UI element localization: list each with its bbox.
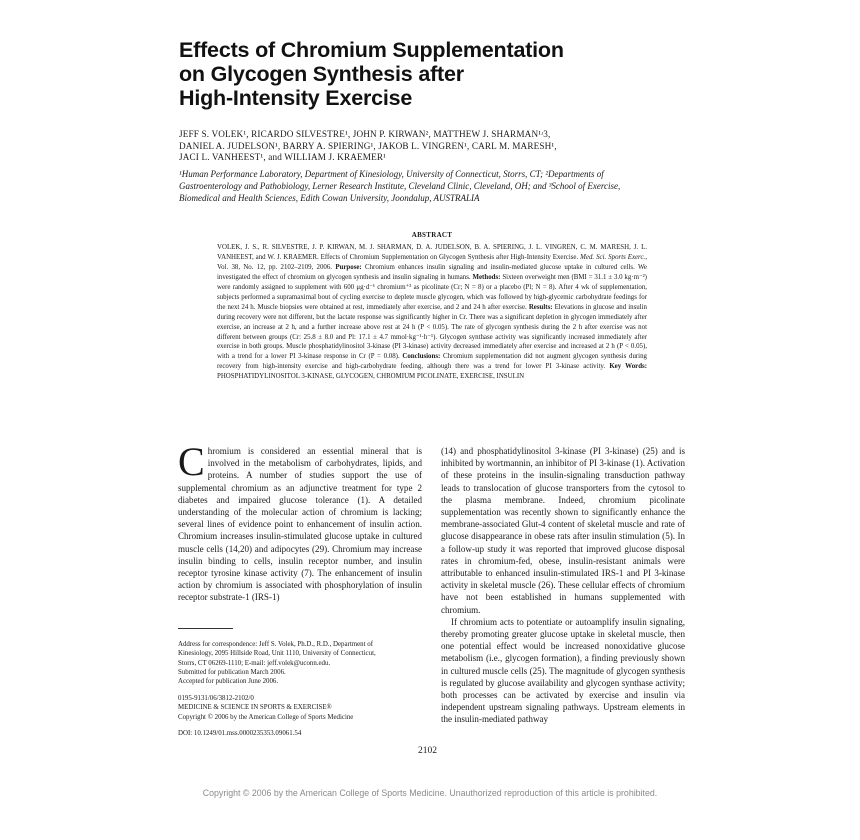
- results-text: Elevations in glucose and insulin during recovery were not different, but the lactate response was significantly higher in Cr. There was a significant depletion in glycogen immediately after exercise, an increase at 2 h, and a further increase above rest at 24 h (P < 0.05). The rate of glycogen synthesis during the 2 h after exercise was not different between groups (Cr: 25.8 ± 8.0 and Pl: 17.1 ± 4.7 mmol·kg⁻¹·h⁻¹). Glycogen synthase activity was significantly increased immediately after exercise in both groups. Muscle phosphatidylinositol 3-kinase (PI 3-kinase) activity decreased immediately after exercise and increased at 2 h (P < 0.05), with a trend for a lower PI 3-kinase response in Cr (P = 0.08).: [217, 303, 647, 361]
- affiliation-line: Gastroenterology and Pathobiology, Lerner Research Institute, Cleveland Clinic, Cleveland, OH; and ³School of Exercise,: [179, 180, 621, 191]
- affiliation-line: ¹Human Performance Laboratory, Department of Kinesiology, University of Connecticut, Storrs, CT; ²Departments of: [179, 169, 604, 179]
- methods-label: Methods:: [472, 273, 501, 281]
- journal-name: Med. Sci. Sports Exerc.: [580, 253, 646, 261]
- paragraph-text: hromium is considered an essential mineral that is involved in the metabolism of carbohydrates, lipids, and proteins. A number of studies support the use of supplemental chromium as an adjunctive treatment for type 2 diabetes and impaired glucose tolerance (1). A detailed understanding of the molecular action of chromium is lacking; several lines of evidence point to enhancement of insulin action. Chromium increases insulin-stimulated glucose uptake in cultured muscle cells (14,20) and adipocytes (29). Chromium may increase insulin binding to cells, insulin receptor number, and insulin receptor tyrosine kinase activity (7). The enhancement of insulin action by chromium is associated with phosphorylation of insulin receptor substrate-1 (IRS-1): [178, 446, 422, 603]
- affiliations: [179, 169, 679, 204]
- body-paragraph: If chromium acts to potentiate or autoamplify insulin signaling, thereby promoting greater glucose uptake in skeletal muscle, then one potential effect would be increased nonoxidative glucose metabolism (i.e., glycogen formation), a finding previously shown in cultured muscle cells (25). The magnitude of glycogen synthesis is regulated by glucose availability and glycogen synthase activity; both processes can be activated by exercise and insulin via independent upstream signaling pathways. Upstream elements in the insulin-mediated pathway: [441, 616, 685, 725]
- title-line: on Glycogen Synthesis after: [179, 62, 464, 86]
- purpose-text: Chromium enhances insulin signaling and insulin-mediated glucose uptake in cultured cells. We investigated the effect of chromium on glycogen synthesis and insulin signaling in humans.: [217, 263, 647, 281]
- keywords-label: Key Words:: [609, 363, 647, 371]
- footnote-line: Address for correspondence: Jeff S. Volek, Ph.D., R.D., Department of: [178, 641, 374, 648]
- title-line: High-Intensity Exercise: [179, 86, 413, 110]
- body-column-right: [441, 445, 685, 726]
- author-line: JEFF S. VOLEK¹, RICARDO SILVESTRE¹, JOHN P. KIRWAN², MATTHEW J. SHARMAN¹ʴ3,: [179, 129, 551, 139]
- conclusions-text: Chromium supplementation did not augment glycogen synthesis during recovery from high-intensity exercise and high-carbohydrate feeding, although there was a trend for lower PI 3-kinase activity.: [217, 353, 647, 371]
- doi-text: DOI: 10.1249/01.mss.0000235353.09061.54: [178, 730, 302, 737]
- footnote-divider: [178, 628, 233, 629]
- article-title: [179, 38, 699, 110]
- correspondence-note: [178, 640, 423, 686]
- footnote-line: Storrs, CT 06269-1110; E-mail: jeff.volek@uconn.edu.: [178, 659, 331, 667]
- drop-cap: C: [178, 439, 205, 484]
- affiliation-line: Biomedical and Health Sciences, Edith Cowan University, Joondalup, AUSTRALIA: [179, 192, 480, 203]
- results-label: Results:: [528, 303, 553, 311]
- copyright-notice: Copyright © 2006 by the American College of Sports Medicine. Unauthorized reproduction of this article is prohibited.: [202, 788, 658, 798]
- intro-paragraph: [178, 439, 422, 604]
- purpose-label: Purpose:: [335, 263, 362, 271]
- body-column-left: [178, 439, 422, 604]
- abstract-citation: VOLEK, J. S., R. SILVESTRE, J. P. KIRWAN, M. J. SHARMAN, D. A. JUDELSON, B. A. SPIERING, J. L. VINGREN, C. M. MARESH, J. L. VANHEEST, and W. J. KRAEMER. Effects of Chromium Supplementation on Glycogen Synthesis after High-Intensity Exercise.: [217, 243, 647, 261]
- footnote-line: Submitted for publication March 2006.: [178, 668, 286, 676]
- footnote-line: 0195-9131/06/3812-2102/0: [178, 695, 254, 702]
- author-line: JACI L. VANHEEST¹, and WILLIAM J. KRAEMER¹: [179, 152, 387, 162]
- body-paragraph: (14) and phosphatidylinositol 3-kinase (PI 3-kinase) (25) and is inhibited by wortmannin, an inhibitor of PI 3-kinase (1). Activation of these proteins in the insulin-signaling transduction pathway leads to translocation of glucose transporters from the cytosol to the plasma membrane. Indeed, chromium picolinate supplementation was recently shown to significantly enhance the membrane-associated Glut-4 content of skeletal muscle and rate of glucose disappearance in obese rats after insulin stimulation (5). In a follow-up study it was reported that improved glucose disposal rates in chromium-fed, obese, insulin-resistant animals were attributable to enhanced insulin-stimulated IRS-1 and PI 3-kinase activity in skeletal muscle (26). These cellular effects of chromium have not been established in humans supplemented with chromium.: [441, 446, 685, 615]
- author-list: [179, 129, 699, 164]
- footnote-line: Accepted for publication June 2006.: [178, 678, 279, 686]
- author-line: DANIEL A. JUDELSON¹, BARRY A. SPIERING¹, JAKOB L. VINGREN¹, CARL M. MARESH¹,: [179, 140, 557, 151]
- keywords-text: PHOSPHATIDYLINOSITOL 3-KINASE, GLYCOGEN, CHROMIUM PICOLINATE, EXERCISE, INSULIN: [217, 373, 525, 381]
- methods-text: Sixteen overweight men (BMI = 31.1 ± 3.0 kg·m⁻²) were randomly assigned to supplement with 600 μg·d⁻¹ chromium⁺³ as picolinate (Cr; N = 8) or a placebo (Pl; N = 8). After 4 wk of supplementation, subjects performed a supramaximal bout of cycling exercise to deplete muscle glycogen, which was followed by high-glycemic carbohydrate feedings for the next 24 h. Muscle biopsies were obtained at rest, immediately after exercise, and 2 and 24 h after exercise.: [217, 273, 647, 311]
- abstract-body: [217, 243, 647, 382]
- footnote-line: Kinesiology, 2095 Hillside Road, Unit 1110, University of Connecticut,: [178, 650, 376, 658]
- title-line: Effects of Chromium Supplementation: [179, 38, 564, 62]
- journal-volume: , Vol. 38, No. 12, pp. 2102–2109, 2006.: [217, 253, 647, 271]
- page-number: 2102: [418, 746, 437, 756]
- doi: [178, 729, 423, 738]
- abstract-heading: ABSTRACT: [411, 231, 453, 239]
- conclusions-label: Conclusions:: [402, 353, 441, 361]
- journal-info: [178, 694, 423, 722]
- abstract: [217, 231, 647, 382]
- footnote-line: MEDICINE & SCIENCE IN SPORTS & EXERCISE®: [178, 704, 332, 712]
- footnote-line: Copyright © 2006 by the American College of Sports Medicine: [178, 713, 354, 721]
